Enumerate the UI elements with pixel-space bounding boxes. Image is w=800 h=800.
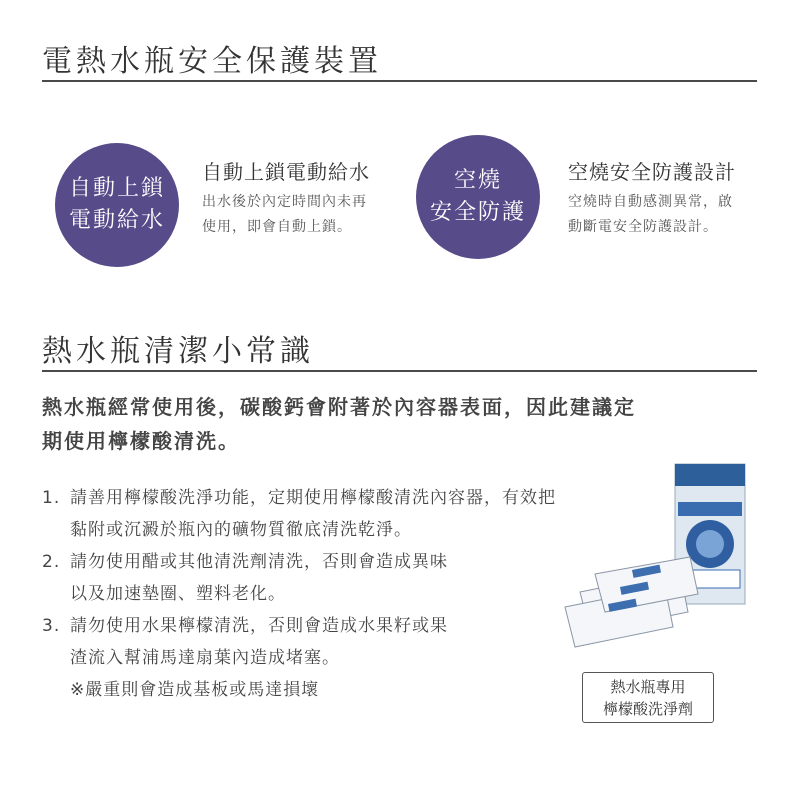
- item-text: 渣流入幫浦馬達扇葉內造成堵塞。: [70, 648, 340, 668]
- intro-line: 期使用檸檬酸清洗。: [42, 429, 240, 453]
- badge-line: 空燒: [453, 168, 502, 193]
- dry-burn-badge: [416, 135, 540, 259]
- badge-line: 自動上鎖: [68, 176, 165, 201]
- protection-title: 電熱水瓶安全保護裝置: [42, 44, 382, 79]
- item-text: 請勿使用醋或其他清洗劑清洗，否則會造成異味: [70, 552, 448, 572]
- auto-lock-badge: [55, 143, 179, 267]
- badge-line: 安全防護: [429, 200, 526, 225]
- feature-heading: 空燒安全防護設計: [568, 160, 736, 184]
- feature-description: [202, 190, 367, 240]
- item-text: 以及加速墊圈、塑料老化。: [70, 584, 286, 604]
- desc-line: 出水後於內定時間內未再: [202, 194, 367, 210]
- cleaning-title: 熱水瓶清潔小常識: [42, 334, 314, 369]
- warning-note: ※嚴重則會造成基板或馬達損壞: [70, 680, 320, 700]
- feature-heading: 自動上鎖電動給水: [202, 160, 370, 184]
- item-number: 3.: [42, 616, 61, 636]
- intro-line: 熱水瓶經常使用後，碳酸鈣會附著於內容器表面，因此建議定: [42, 395, 636, 419]
- product-label: [582, 672, 714, 723]
- item-text: 請勿使用水果檸檬清洗，否則會造成水果籽或果: [70, 616, 448, 636]
- desc-line: 使用，即會自動上鎖。: [202, 219, 352, 235]
- feature-description: [568, 190, 733, 240]
- desc-line: 空燒時自動感測異常，啟: [568, 194, 733, 210]
- title-divider: [42, 80, 757, 82]
- item-number: 2.: [42, 552, 61, 572]
- item-number: 1.: [42, 488, 61, 508]
- title-divider: [42, 370, 757, 372]
- label-line: 檸檬酸洗淨劑: [602, 700, 693, 718]
- item-text: 黏附或沉澱於瓶內的礦物質徹底清洗乾淨。: [70, 520, 412, 540]
- cleaning-intro: [42, 390, 732, 458]
- label-line: 熱水瓶專用: [610, 678, 686, 696]
- item-text: 請善用檸檬酸洗淨功能，定期使用檸檬酸清洗內容器，有效把: [70, 488, 556, 508]
- citric-acid-product-image: [560, 462, 750, 662]
- desc-line: 動斷電安全防護設計。: [568, 219, 718, 235]
- badge-line: 電動給水: [68, 208, 165, 233]
